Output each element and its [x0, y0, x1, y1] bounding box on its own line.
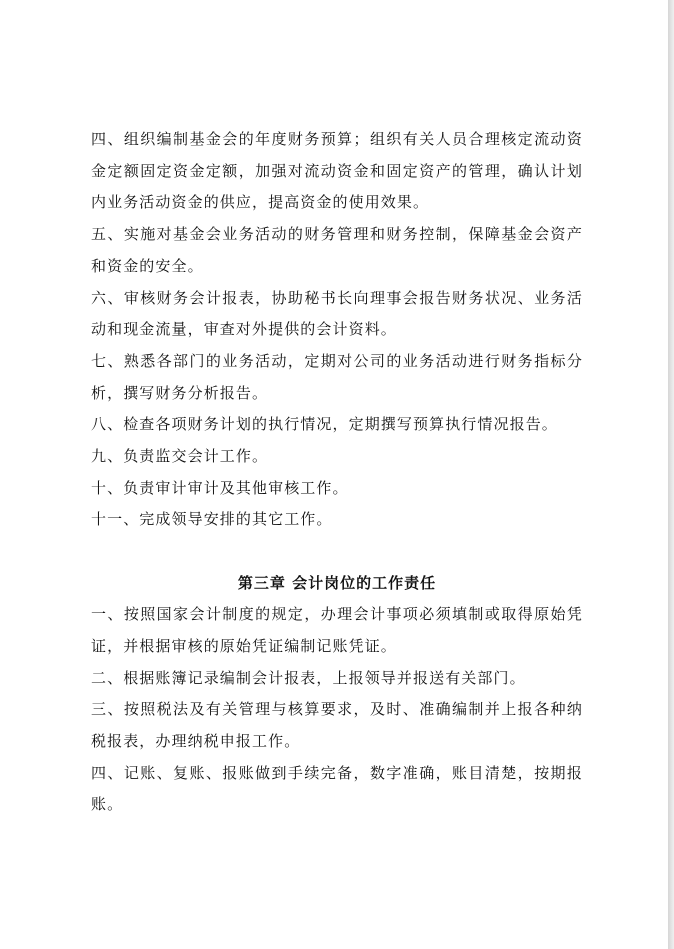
paragraph: 四、组织编制基金会的年度财务预算；组织有关人员合理核定流动资金定额固定资金定额，加强对流动资金和固定资产的管理，确认计划内业务活动资金的供应，提高资金的使用效果。: [91, 130, 583, 212]
paragraph: 八、检查各项财务计划的执行情况，定期撰写预算执行情况报告。: [91, 415, 558, 434]
paragraph: 十、负责审计审计及其他审核工作。: [91, 478, 349, 497]
paragraph: 五、实施对基金会业务活动的财务管理和财务控制，保障基金会资产和资金的安全。: [91, 225, 583, 275]
document-body: [91, 124, 583, 821]
paragraph: 四、记账、复账、报账做到手续完备，数字准确，账目清楚，按期报账。: [91, 763, 583, 814]
paragraph: 七、熟悉各部门的业务活动，定期对公司的业务活动进行财务指标分析，撰写财务分析报告。: [91, 351, 583, 402]
paragraph: 二、根据账簿记录编制会计报表，上报领导并报送有关部门。: [91, 668, 526, 687]
page-edge-shadow: [668, 0, 674, 949]
paragraph: 一、按照国家会计制度的规定，办理会计事项必须填制或取得原始凭证，并根据审核的原始凭证编制记账凭证。: [91, 605, 583, 655]
chapter-heading: 第三章 会计岗位的工作责任: [237, 574, 437, 593]
paragraph: 三、按照税法及有关管理与核算要求，及时、准确编制并上报各种纳税报表，办理纳税申报工作。: [91, 700, 583, 750]
paragraph: 十一、完成领导安排的其它工作。: [91, 510, 333, 529]
paragraph: 六、审核财务会计报表，协助秘书长向理事会报告财务状况、业务活动和现金流量，审查对外提供的会计资料。: [91, 288, 583, 339]
paragraph: 九、负责监交会计工作。: [91, 447, 269, 466]
